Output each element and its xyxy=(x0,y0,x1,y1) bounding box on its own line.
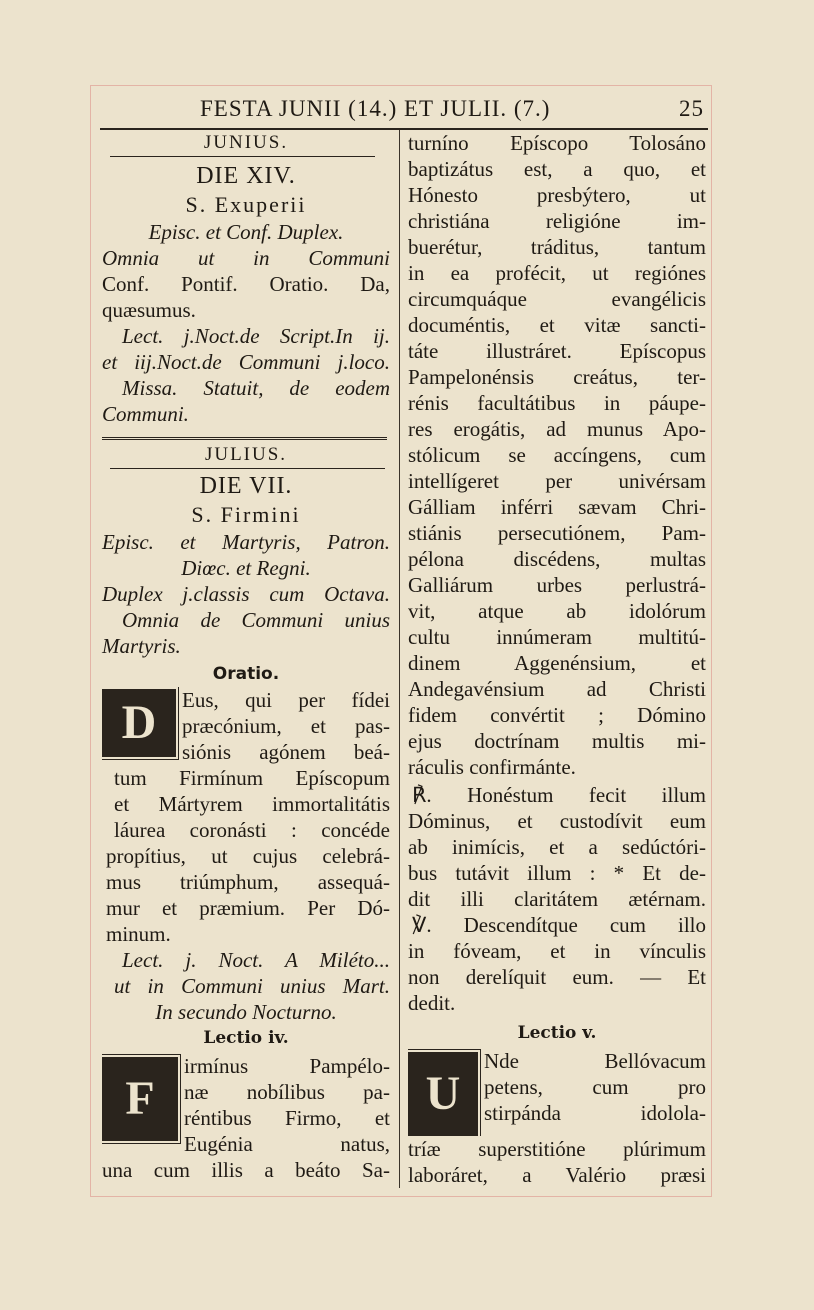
text-line: næ nobílibus pa- xyxy=(184,1080,390,1104)
rubric-line: Missa. Statuit, de eodem xyxy=(122,376,390,400)
text-line: Nde Bellóvacum xyxy=(484,1049,706,1073)
text-line: et Mártyrem immortalitátis xyxy=(114,792,390,816)
running-header xyxy=(100,93,712,127)
rubric-line: Diœc. et Regni. xyxy=(181,556,311,580)
text-line: tum Firmínum Epíscopum xyxy=(114,766,390,790)
text-line: láurea coronásti : concéde xyxy=(114,818,390,842)
text-line: præcónium, et pas- xyxy=(182,714,390,738)
rubric-line: In secundo Nocturno. xyxy=(155,1000,337,1024)
text-line: una cum illis a beáto Sa- xyxy=(102,1158,390,1182)
text-line: fidem convértit ; Dómino xyxy=(408,703,706,727)
rubric-line: Lect. j.Noct.de Script.In ij. xyxy=(122,324,390,348)
text-line: Hónesto presbýtero, ut xyxy=(408,183,706,207)
lectio-heading: Lectio v. xyxy=(517,1023,597,1043)
text-line: mur et præmium. Per Dó- xyxy=(106,896,390,920)
responsory-line: ℟. Honéstum fecit illum xyxy=(412,783,706,807)
text-line: ab inimícis, et a sedúctóri- xyxy=(408,835,706,859)
text-line: tríæ superstitióne plúrimum xyxy=(408,1137,706,1161)
versicle-line: ℣. Descendítque cum illo xyxy=(412,913,706,937)
rubric-line: Communi. xyxy=(102,402,189,426)
lectio-paragraph xyxy=(408,1048,706,1136)
text-line: ráculis confirmánte. xyxy=(408,755,576,779)
saint-name: S. Firmini xyxy=(191,502,301,527)
text-line: irmínus Pampélo- xyxy=(184,1054,390,1078)
left-column xyxy=(102,130,390,1183)
text-line: pélona discédens, multas xyxy=(408,547,706,571)
text-line: rénis facultátibus in páupe- xyxy=(408,391,706,415)
text-line: non derelíquit eum. — Et xyxy=(408,965,706,989)
text-line: propítius, ut cujus celebrá- xyxy=(106,844,390,868)
text-line: vit, atque ab idolórum xyxy=(408,599,706,623)
drop-cap-initial: F xyxy=(102,1057,178,1141)
text-line: dit illi claritátem ætérnam. xyxy=(408,887,706,911)
month-heading-july: JULIUS. xyxy=(204,444,288,465)
text-line: intellígeret per univérsam xyxy=(408,469,706,493)
oratio-paragraph xyxy=(102,687,390,765)
drop-cap-initial: U xyxy=(408,1052,478,1136)
text-line: bus tutávit illum : * Et de- xyxy=(408,861,706,885)
rubric-line: Omnia de Communi unius xyxy=(122,608,390,632)
rubric-line: et iij.Noct.de Communi j.loco. xyxy=(102,350,390,374)
text-line: petens, cum pro xyxy=(484,1075,706,1099)
month-heading-june: JUNIUS. xyxy=(203,132,289,153)
text-line: buerétur, tráditus, tantum xyxy=(408,235,706,259)
text-line: cultu innúmeram multitú- xyxy=(408,625,706,649)
rubric-line: Conf. Pontif. Oratio. Da, xyxy=(102,272,390,296)
text-line: Eugénia natus, xyxy=(184,1132,390,1156)
text-line: laboráret, a Valério præsi xyxy=(408,1163,706,1187)
text-line: res erogátis, ad munus Apo- xyxy=(408,417,706,441)
double-rule xyxy=(102,437,387,440)
rubric-line: Duplex j.classis cum Octava. xyxy=(102,582,390,606)
text-line: christiána religióne im- xyxy=(408,209,706,233)
day-heading: DIE VII. xyxy=(199,473,293,499)
text-line: in fóveam, et in vínculis xyxy=(408,939,706,963)
rubric-line: ut in Communi unius Mart. xyxy=(114,974,390,998)
page-number: 25 xyxy=(679,96,704,121)
rubric-line: Martyris. xyxy=(102,634,181,658)
oratio-heading: Oratio. xyxy=(212,664,280,684)
text-line: Andegavénsium ad Christi xyxy=(408,677,706,701)
rubric-line: quæsumus. xyxy=(102,298,196,322)
text-line: táte illustráret. Epíscopus xyxy=(408,339,706,363)
rubric-line: Episc. et Martyris, Patron. xyxy=(102,530,390,554)
text-line: dedit. xyxy=(408,991,456,1015)
lectio-heading: Lectio iv. xyxy=(203,1028,289,1048)
text-line: réntibus Firmo, et xyxy=(184,1106,390,1130)
text-line: Gálliam inférri sævam Chri- xyxy=(408,495,706,519)
text-line: Eus, qui per fídei xyxy=(182,688,390,712)
saint-name: S. Exuperii xyxy=(185,192,307,217)
text-line: Galliárum urbes perlustrá- xyxy=(408,573,706,597)
column-divider xyxy=(399,130,400,1188)
text-line: stirpánda idolola- xyxy=(484,1101,706,1125)
right-column xyxy=(408,130,706,1188)
rule xyxy=(110,156,375,157)
text-line: mus triúmphum, assequá- xyxy=(106,870,390,894)
rubric-line: Episc. et Conf. Duplex. xyxy=(148,220,344,244)
text-line: in ea profécit, ut regiónes xyxy=(408,261,706,285)
text-line: ejus doctrínam multis mi- xyxy=(408,729,706,753)
text-line: minum. xyxy=(106,922,171,946)
text-line: dinem Aggenénsium, et xyxy=(408,651,706,675)
text-line: Dóminus, et custodívit eum xyxy=(408,809,706,833)
rubric-line: Lect. j. Noct. A Miléto... xyxy=(122,948,390,972)
rubric-line: Omnia ut in Communi xyxy=(102,246,390,270)
text-line: stólicum se accíngens, cum xyxy=(408,443,706,467)
text-line: baptizátus est, a quo, et xyxy=(408,157,706,181)
text-line: siónis agónem beá- xyxy=(182,740,390,764)
text-line: stiánis persecutiónem, Pam- xyxy=(408,521,706,545)
text-line: Pampelonénsis creátus, ter- xyxy=(408,365,706,389)
text-line: turníno Epíscopo Tolosáno xyxy=(408,131,706,155)
rule xyxy=(110,468,385,469)
drop-cap-initial: D xyxy=(102,689,176,757)
text-line: circumquáque evangélicis xyxy=(408,287,706,311)
lectio-paragraph xyxy=(102,1053,390,1157)
day-heading: DIE XIV. xyxy=(196,163,296,189)
text-line: documéntis, et vitæ sancti- xyxy=(408,313,706,337)
header-title: FESTA JUNII (14.) ET JULII. (7.) xyxy=(200,96,551,121)
